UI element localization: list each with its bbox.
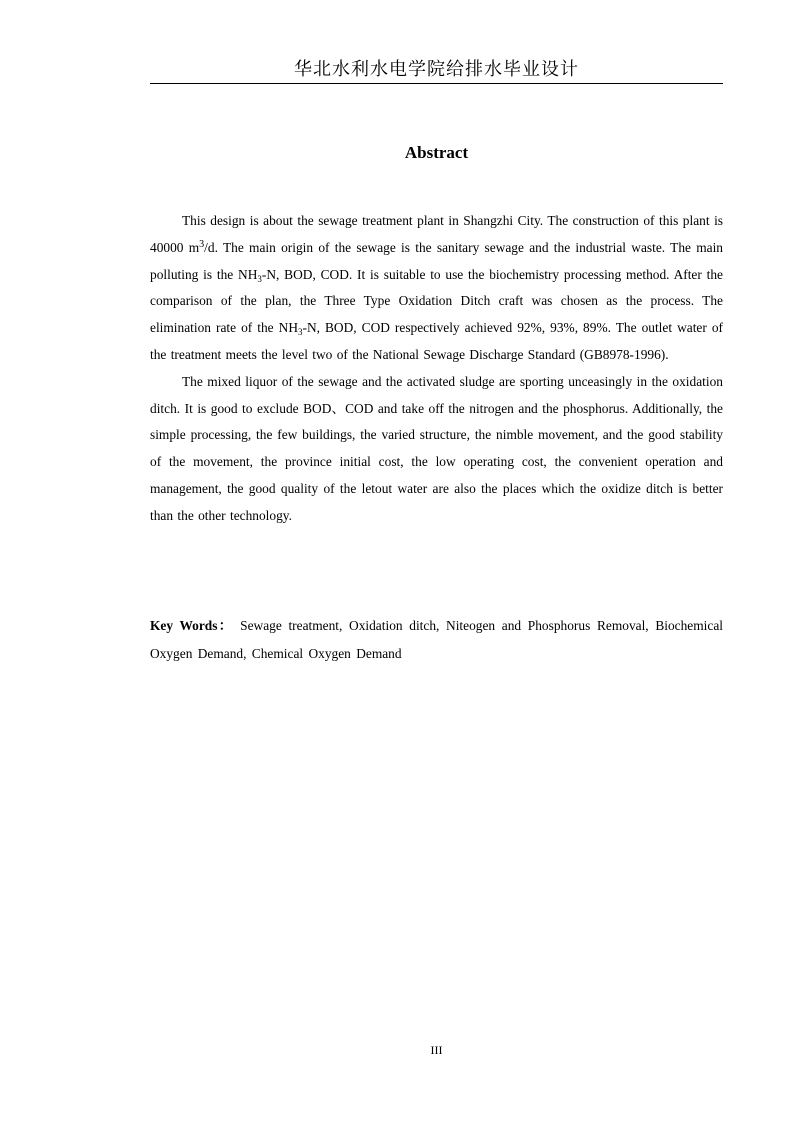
keywords — [150, 612, 723, 668]
keywords-label: Key Words： — [150, 618, 234, 633]
abstract-title: Abstract — [404, 143, 469, 162]
text-segment: -N, BOD, COD. It is suitable to use the biochemistry processing method. After the comparison of the plan, the Three Type Oxidation Ditch craft was chosen as the process. The elimination rate of the NH — [150, 266, 723, 336]
subscript: 3 — [257, 273, 262, 284]
text-segment: This design is about the sewage treatment plant in Shangzhi City. The construction of this plant is 40000 m — [150, 213, 723, 255]
page-number: III — [430, 1043, 443, 1057]
text-segment: /d. The main origin of the sewage is the sanitary sewage and the industrial waste. The main polluting is the NH — [150, 239, 723, 282]
subscript: 3 — [298, 327, 303, 338]
abstract-body — [150, 208, 723, 530]
page-header: 华北水利水电学院给排水毕业设计 — [294, 59, 579, 80]
keywords-text: Sewage treatment, Oxidation ditch, Niteogen and Phosphorus Removal, Biochemical Oxygen Demand, Chemical Oxygen Demand — [150, 618, 723, 661]
abstract-paragraph-1 — [150, 208, 723, 369]
superscript: 3 — [199, 238, 205, 250]
text-segment: -N, BOD, COD respectively achieved 92%, 93%, 89%. The outlet water of the treatment meets the level two of the National Sewage Discharge Standard (GB8978-1996). — [150, 320, 723, 362]
text-segment: The mixed liquor of the sewage and the activated sludge are sporting unceasingly in the oxidation ditch. It is good to exclude BOD、COD and take off the nitrogen and the phosphorus. Additionally, the simple processing, the few buildings, the varied structure, the nimble movement, and the good stability of the movement, the province initial cost, the low operating cost, the convenient operation and management, the good quality of the letout water are also the places which the oxidize ditch is better than the other technology. — [150, 373, 723, 523]
header-rule — [150, 83, 723, 84]
abstract-paragraph-2 — [150, 369, 723, 530]
